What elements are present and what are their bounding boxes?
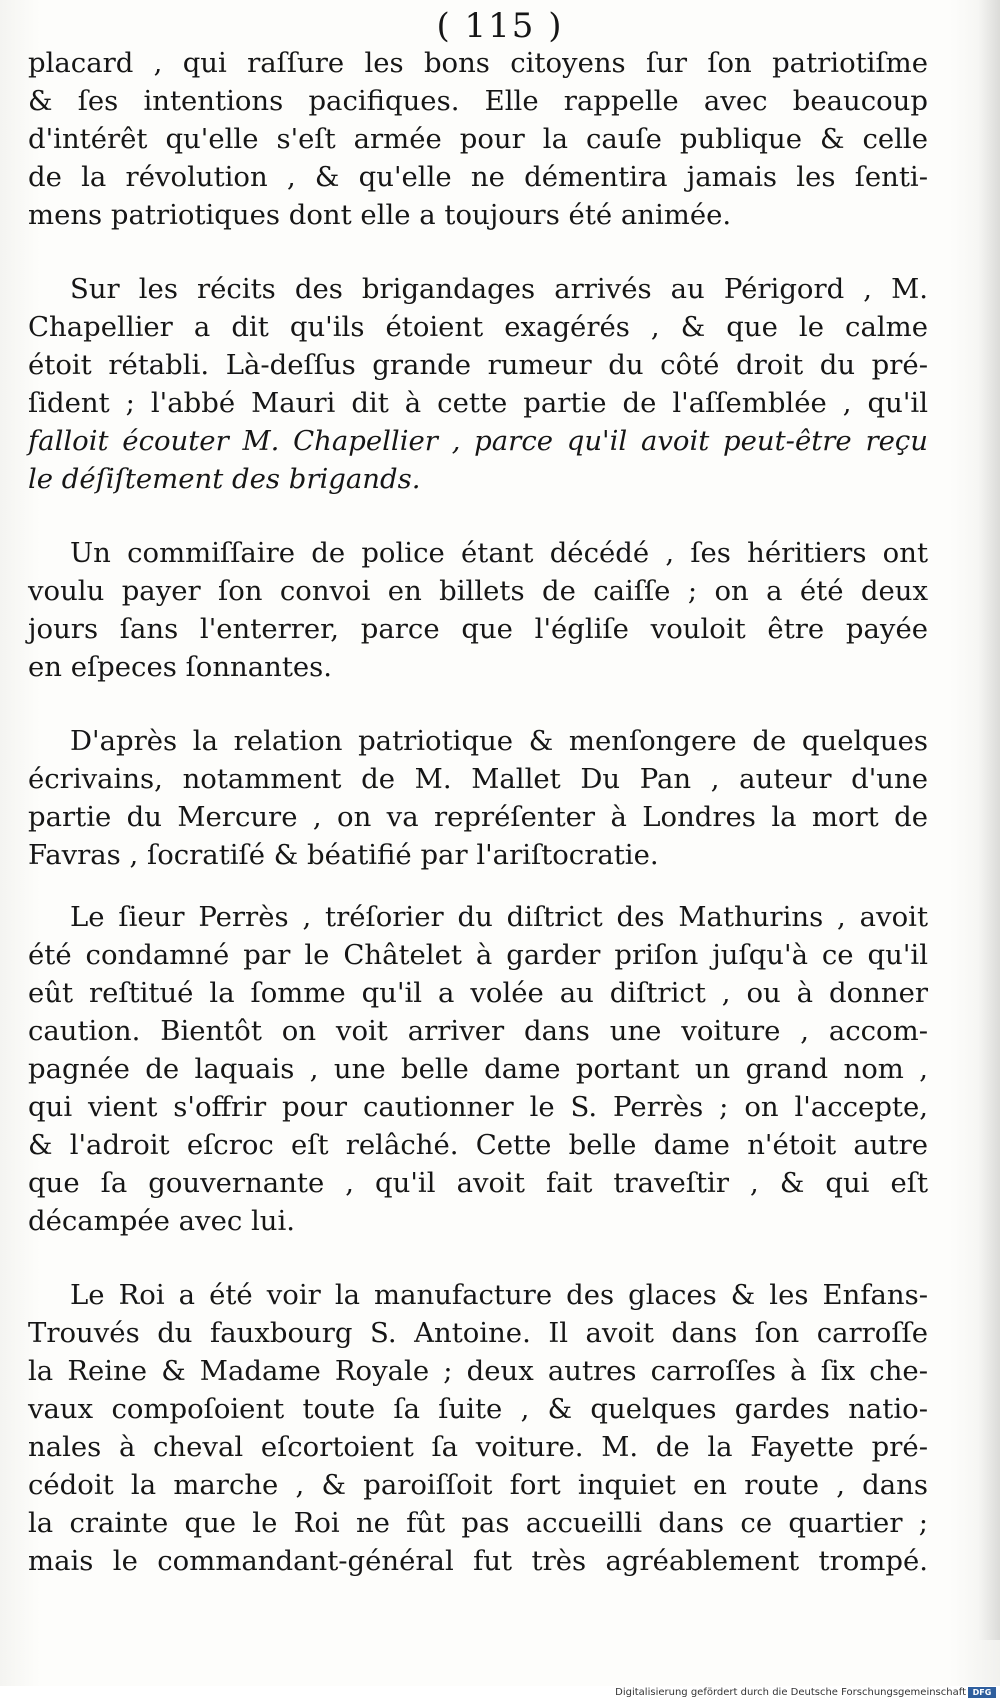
text-line: D'après la relation patriotique & menſongere de quelques xyxy=(70,725,928,757)
text-line: Sur les récits des brigandages arrivés au Périgord , M. xyxy=(70,273,928,305)
text-line: que ſa gouvernante , qu'il avoit fait traveſtir , & qui eſt xyxy=(28,1167,928,1199)
digitization-credit: Digitalisierung gefördert durch die Deutsche Forschungsgemeinschaft xyxy=(615,1687,966,1698)
paragraph-commissaire xyxy=(28,534,928,686)
text-line: Le ſieur Perrès , tréſorier du diſtrict des Mathurins , avoit xyxy=(70,901,928,933)
text-line: caution. Bientôt on voit arriver dans une voiture , accom- xyxy=(28,1015,928,1047)
text-line: eût reſtitué la ſomme qu'il a volée au diſtrict , ou à donner xyxy=(28,977,928,1009)
text-line: décampée avec lui. xyxy=(28,1205,296,1237)
text-line: Trouvés du fauxbourg S. Antoine. Il avoit dans ſon carroſſe xyxy=(28,1317,928,1349)
text-line: qui vient s'offrir pour cautionner le S. Perrès ; on l'accepte, xyxy=(28,1091,928,1123)
text-line: pagnée de laquais , une belle dame portant un grand nom , xyxy=(28,1053,928,1085)
text-line: écrivains, notamment de M. Mallet Du Pan , auteur d'une xyxy=(28,763,928,795)
paragraph-placard xyxy=(28,44,928,234)
text-line: Le Roi a été voir la manufacture des glaces & les Enfans- xyxy=(70,1279,928,1311)
text-line: Chapellier a dit qu'ils étoient exagérés , & que le calme xyxy=(28,311,928,343)
text-line: d'intérêt qu'elle s'eſt armée pour la cauſe publique & celle xyxy=(28,123,928,155)
text-line: placard , qui raſſure les bons citoyens ſur ſon patriotiſme xyxy=(28,47,928,79)
text-line: falloit écouter M. Chapellier , parce qu'il avoit peut-être reçu xyxy=(28,425,928,457)
text-line: Un commiſſaire de police étant décédé , ſes héritiers ont xyxy=(70,537,928,569)
text-line: la crainte que le Roi ne fût pas accueilli dans ce quartier ; xyxy=(28,1507,928,1539)
text-line: ſident ; l'abbé Mauri dit à cette partie de l'aſſemblée , qu'il xyxy=(28,387,928,419)
text-line: mens patriotiques dont elle a toujours été animée. xyxy=(28,199,732,231)
text-line: étoit rétabli. Là-deſſus grande rumeur du côté droit du pré- xyxy=(28,349,928,381)
text-line: Favras , ſocratiſé & béatifié par l'ariſtocratie. xyxy=(28,839,659,871)
text-line: le déſiſtement des brigands. xyxy=(28,463,421,495)
body-text xyxy=(28,44,928,1580)
text-line: été condamné par le Châtelet à garder priſon juſqu'à ce qu'il xyxy=(28,939,928,971)
dfg-logo: DFG xyxy=(968,1687,996,1698)
text-line: la Reine & Madame Royale ; deux autres carroſſes à ſix che- xyxy=(28,1355,928,1387)
text-line: partie du Mercure , on va repréſenter à Londres la mort de xyxy=(28,801,928,833)
paragraph-perres xyxy=(28,898,928,1240)
paragraph-perigord xyxy=(28,270,928,498)
text-line: & l'adroit eſcroc eſt relâché. Cette belle dame n'étoit autre xyxy=(28,1129,928,1161)
text-line: nales à cheval eſcortoient ſa voiture. M. de la Fayette pré- xyxy=(28,1431,928,1463)
page-edge-shadow xyxy=(978,0,1000,1640)
text-line: jours ſans l'enterrer, parce que l'égliſe vouloit être payée xyxy=(28,613,928,645)
text-line: vaux compoſoient toute ſa ſuite , & quelques gardes natio- xyxy=(28,1393,928,1425)
text-line: mais le commandant-général fut très agréablement trompé. xyxy=(28,1545,928,1577)
paragraph-favras xyxy=(28,722,928,874)
text-line: & ſes intentions pacifiques. Elle rappelle avec beaucoup xyxy=(28,85,928,117)
text-line: voulu payer ſon convoi en billets de caiſſe ; on a été deux xyxy=(28,575,928,607)
text-line: de la révolution , & qu'elle ne démentira jamais les ſenti- xyxy=(28,161,928,193)
text-line: en eſpeces ſonnantes. xyxy=(28,651,333,683)
paragraph-roi xyxy=(28,1276,928,1580)
page-number: ( 115 ) xyxy=(436,6,564,46)
text-line: cédoit la marche , & paroiſſoit fort inquiet en route , dans xyxy=(28,1469,928,1501)
